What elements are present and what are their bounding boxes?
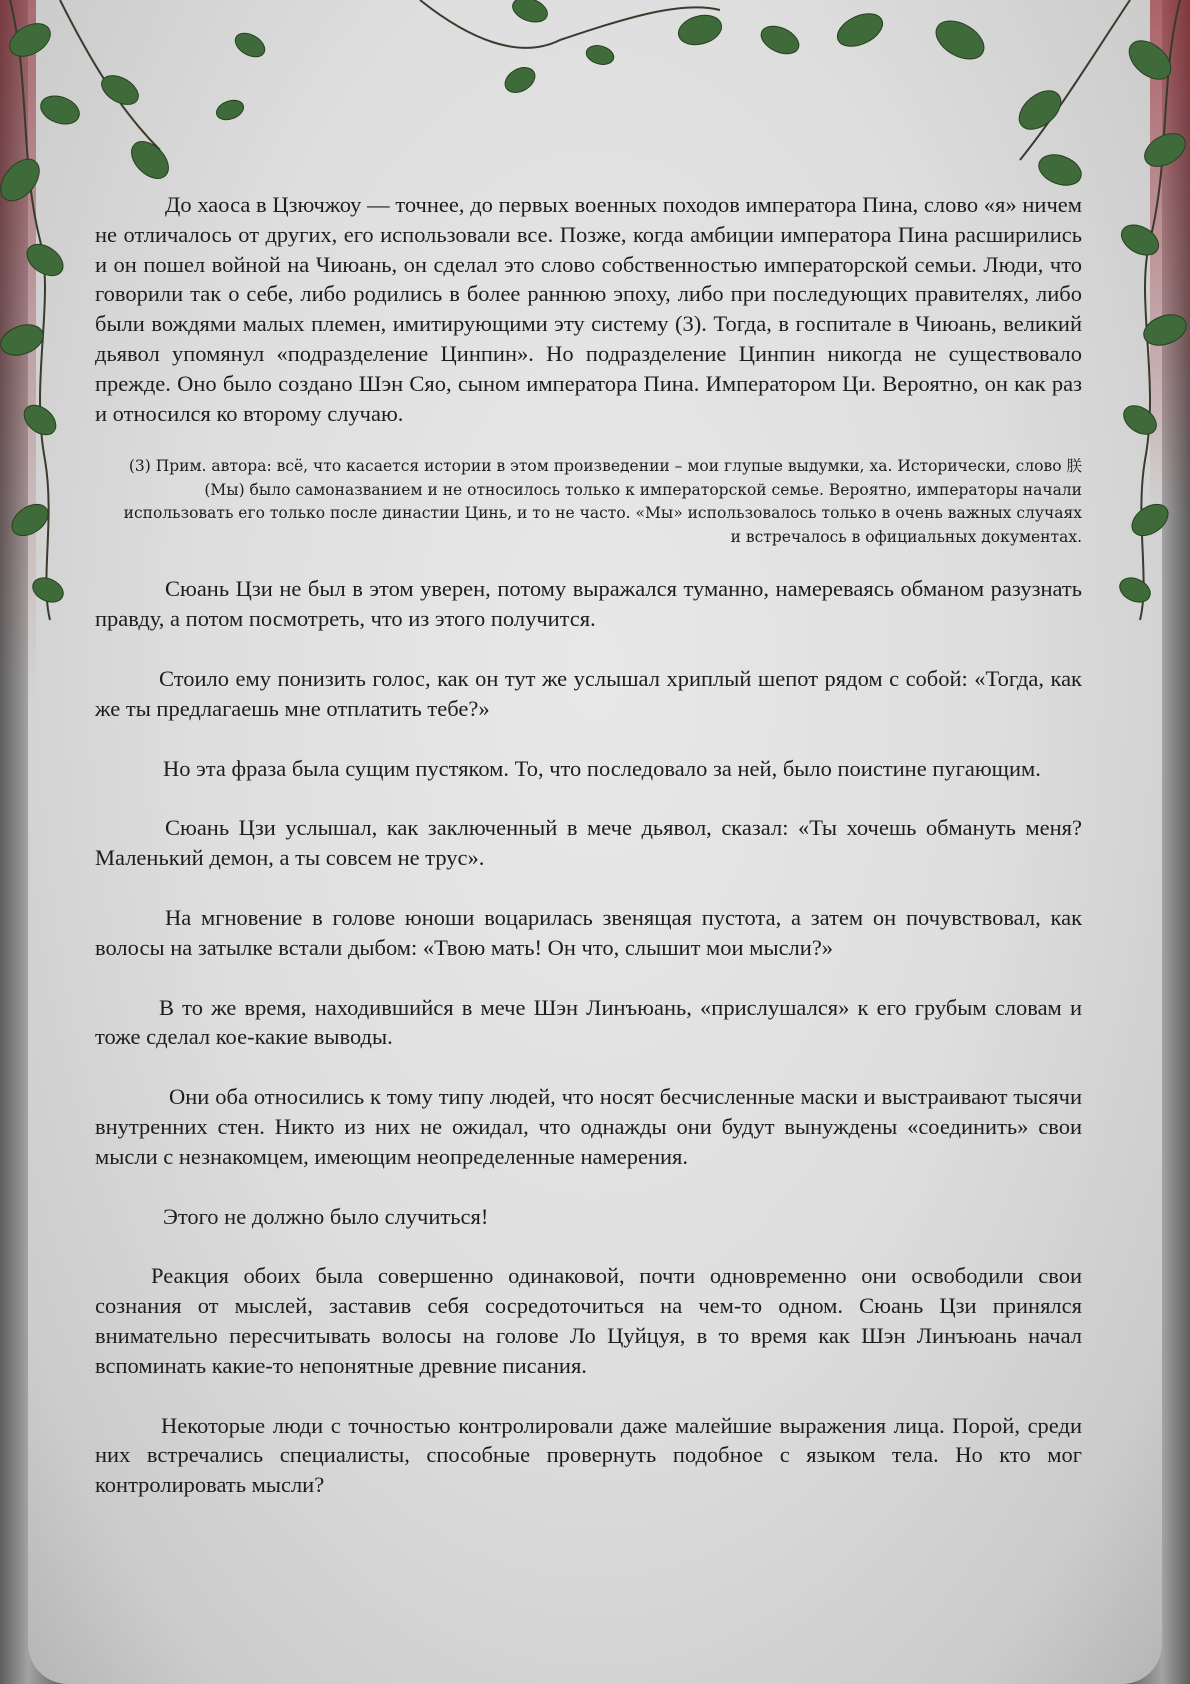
paragraph-6: На мгновение в голове юноши воцарилась звенящая пустота, а затем он почувствовал, как волосы на затылке встали дыбом: «Твою мать! Он что, слышит мои мысли?» — [95, 904, 1082, 960]
paragraph-7: В то же время, находившийся в мече Шэн Линъюань, «прислушался» к его грубым словам и тоже сделал кое-какие выводы. — [95, 994, 1082, 1050]
paragraph-1: До хаоса в Цзючжоу — точнее, до первых военных походов императора Пина, слово «я» ничем не отличалось от других, его использовали все. Позже, когда амбиции императора Пина расширились и он пошел войной на Чиюань, он сделал это слово собственностью императорской семьи. Люди, что говорили так о себе, либо родились в более раннюю эпоху, либо при последующих правителях, либо были вождями малых племен, имитирующими эту систему (3). Тогда, в госпитале в Чиюань, великий дьявол упомянул «подразделение Цинпин». Но подразделение Цинпин никогда не существовало прежде. Оно было создано Шэн Сяо, сыном императора Пина. Императором Ци. Вероятно, он как раз и относился ко второму случаю. — [95, 192, 1082, 426]
paragraph-8: Они оба относились к тому типу людей, что носят бесчисленные маски и выстраивают тысячи внутренних стен. Никто из них не ожидал, что однажды они будут вынуждены «соединить» свои мысли с незнакомцем, имеющим неопределенные намерения. — [95, 1084, 1082, 1169]
left-blood-stain — [0, 0, 36, 700]
paragraph-11: Некоторые люди с точностью контролировали даже малейшие выражения лица. Порой, среди них встречались специалисты, способные провернуть подобное с языком тела. Но кто мог контролировать мысли? — [95, 1412, 1082, 1498]
paragraph-4: Но эта фраза была сущим пустяком. То, что последовало за ней, было поистине пугающим. — [163, 755, 1041, 781]
paragraph-3: Стоило ему понизить голос, как он тут же услышал хриплый шепот рядом с собой: «Тогда, как же ты предлагаешь мне отплатить тебе?» — [95, 665, 1082, 721]
text-content — [95, 190, 1082, 1500]
paragraph-9: Этого не должно было случиться! — [163, 1203, 489, 1229]
paragraph-5: Сюань Цзи услышал, как заключенный в мече дьявол, сказал: «Ты хочешь обмануть меня? Маленький демон, а ты совсем не трус». — [95, 815, 1082, 871]
paragraph-2: Сюань Цзи не был в этом уверен, потому выражался туманно, намереваясь обманом разузнать правду, а потом посмотреть, что из этого получится. — [95, 576, 1082, 632]
paragraph-10: Реакция обоих была совершенно одинаковой, почти одновременно они освободили свои сознания от мыслей, заставив себя сосредоточиться на чем-то одном. Сюань Цзи принялся внимательно пересчитывать волосы на голове Ло Цуйцуя, в то время как Шэн Линъюань начал вспоминать какие-то непонятные древние писания. — [95, 1263, 1082, 1378]
right-blood-stain — [1150, 0, 1190, 520]
author-footnote: (3) Прим. автора: всё, что касается истории в этом произведении – мои глупые выдумки, ха. Исторически, слово 朕 (Мы) было самоназванием и не относилось только к императорской семье. Вероятно, императоры начали использовать его только после династии Цинь, и то не часто. «Мы» использовалось только в очень важных случаях и встречалось в официальных документах. — [123, 457, 1082, 546]
